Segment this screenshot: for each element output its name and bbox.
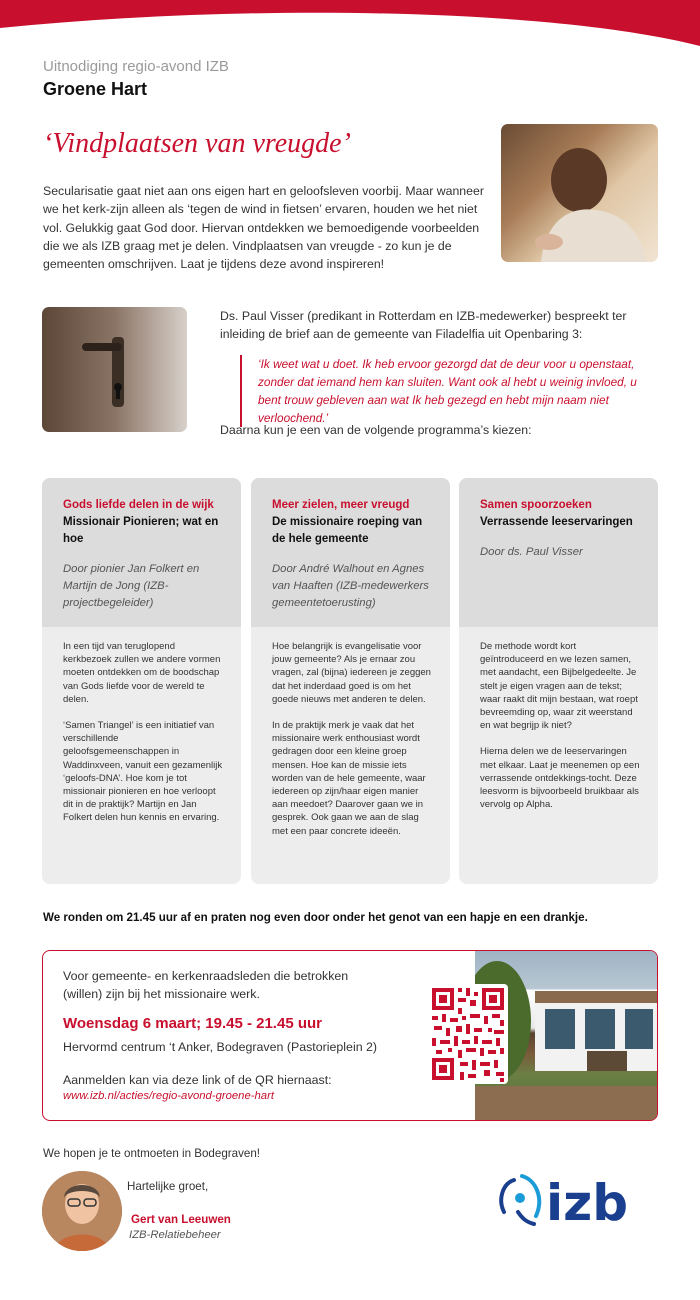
door-handle-photo [42,307,187,432]
program-paragraph: Hoe belangrijk is evangelisatie voor jouw gemeente? Als je ernaar zou vragen, zal (bijna) iedereen je zeggen dat het inderdaad goed is om het goede nieuws met anderen te delen. [272,641,431,705]
program-title: Verrassende leeservaringen [480,516,633,528]
target-audience: Voor gemeente- en kerkenraadsleden die betrokken (willen) zijn bij het missionaire werk. [63,969,349,1001]
program-paragraph: Hierna delen we de leeservaringen met elkaar. Laat je meenemen op een verrassende ontdekkings-tocht. Deze leesvorm is bijvoorbeeld bruikbaar als vervolg op Alpha. [480,746,640,811]
program-title: De missionaire roeping van de hele gemeente [272,516,423,545]
event-info-box [42,950,658,1121]
closing-note: We ronden om 21.45 uur af en praten nog even door onder het genot van een hapje en een drankje. [43,911,588,924]
izb-logo [496,1168,642,1232]
program-title: Missionair Pionieren; wat en hoe [63,516,219,545]
sender-name: Gert van Leeuwen [131,1213,231,1226]
intro-text: Secularisatie gaat niet aan ons eigen hart en geloofsleven voorbij. Maar wanneer we het kerk-zijn alleen als ‘tegen de wind in fietsen’ ervaren, houden we het niet vol. Gelukkig gaat God door. Hiervan ontdekken we bemoedigende voorbeelden die we als IZB graag met je delen. Vindplaatsen van vreugde - zo kun je de gemeenten omschrijven. Laat je tijdens deze avond inspireren! [43,184,484,272]
sender-role: IZB-Relatiebeheer [129,1229,221,1241]
headline: ‘Vindplaatsen van vreugde’ [43,128,351,159]
speaker-intro: Ds. Paul Visser (predikant in Rotterdam en IZB-medewerker) bespreekt ter inleiding de brief aan de gemeente van Filadelfia uit Openbaring 3: [220,309,627,342]
register-text: Aanmelden kan via deze link of de QR hiernaast: [63,1073,332,1087]
event-location: Hervormd centrum ‘t Anker, Bodegraven (Pastorieplein 2) [63,1040,378,1054]
invitation-subtitle: Uitnodiging regio-avond IZB [43,58,229,75]
greeting: Hartelijke groet, [127,1180,209,1193]
bible-quote: ‘Ik weet wat u doet. Ik heb ervoor gezorgd dat de deur voor u openstaat, zonder dat iemand hem kan sluiten. Want ook al hebt u weinig invloed, u bent trouw gebleven aan wat Ik heb gezegd en hebt mijn naam niet verloochend.’ [240,355,660,427]
program-category: Meer zielen, meer vreugd [272,499,410,511]
program-card-2 [251,478,450,884]
page-title: Groene Hart [43,79,148,99]
program-card-3 [459,478,658,884]
program-paragraph: ‘Samen Triangel’ is een initiatief van verschillende geloofsgemeenschappen in Waddinxveen, vanuit een gezamenlijk ‘geloofs-DNA’. Hoe kom je tot missionair pionieren en hoe verloopt dit in de praktijk? Martijn en Jan Folkert delen hun kennis en ervaring. [63,720,223,824]
program-paragraph: In de praktijk merk je vaak dat het missionaire werk enthousiast wordt gedragen door een kleine groep mensen. Hoe kan de missie iets worden van de hele gemeente, waar iedereen op zijn/haar eigen manier aan meedoet? Daarover gaan we in gesprek. Ook gaan we aan de slag met een paar concrete ideeën. [272,720,426,837]
register-link[interactable]: www.izb.nl/acties/regio-avond-groene-hart [63,1090,274,1102]
praying-woman-photo [501,124,658,262]
event-date: Woensdag 6 maart; 19.45 - 21.45 uur [63,1015,322,1032]
top-wave-decoration [0,0,700,60]
program-paragraph: In een tijd van teruglopend kerkbezoek zullen we andere vormen moeten ontdekken om de boodschap van Gods liefde voor de wereld te delen. [63,641,221,705]
program-paragraph: De methode wordt kort geïntroduceerd en we lezen samen, met aandacht, een Bijbelgedeelte. Je stelt je eigen vragen aan de tekst; waar raakt dit mijn bestaan, wat roept bevreemding op, waar zit weerstand en wat begrijp ik niet? [480,641,638,732]
logo-text: izb [546,1174,629,1232]
program-category: Gods liefde delen in de wijk [63,499,214,511]
qr-code[interactable] [428,984,508,1084]
avatar [42,1171,122,1251]
program-presenters: Door pionier Jan Folkert en Martijn de Jong (IZB-projectbegeleider) [63,563,200,609]
program-presenters: Door André Walhout en Agnes van Haaften (IZB-medewerkers gemeentetoerusting) [272,563,429,609]
closing-wish: We hopen je te ontmoeten in Bodegraven! [43,1147,260,1160]
program-category: Samen spoorzoeken [480,499,592,511]
program-presenters: Door ds. Paul Visser [480,546,583,558]
program-card-1 [42,478,241,884]
program-choice-text: Daarna kun je een van de volgende programma’s kiezen: [220,423,532,437]
